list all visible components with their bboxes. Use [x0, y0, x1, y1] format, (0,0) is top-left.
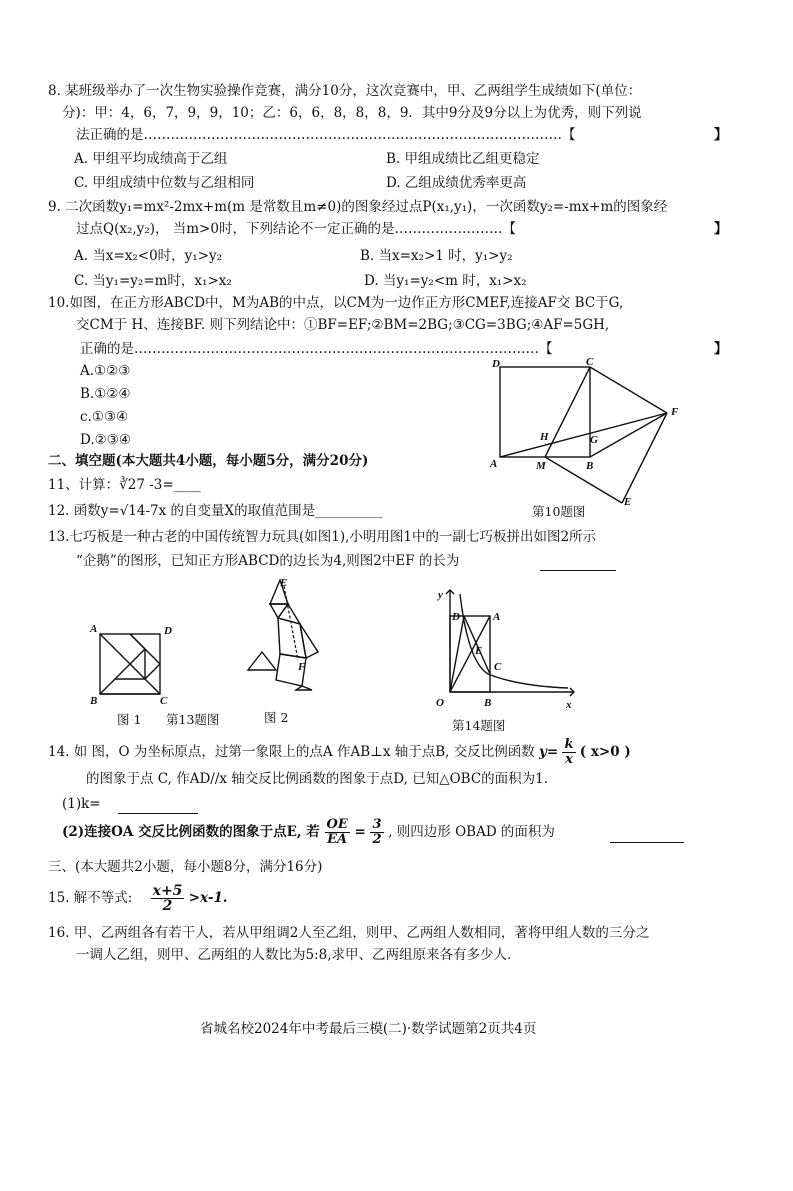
q9-line1: 9. 二次函数y₁=mx²-2mx+m(m 是常数且m≠0)的图象经过点P(x₁,y₁)，一次函数y₂=-mx+m的图象经	[48, 199, 668, 215]
q10-label-e: E	[624, 496, 632, 505]
q14-label-e: E	[475, 645, 483, 657]
q14-line1	[48, 736, 631, 768]
q8-line2: 分)：甲：4，6，7，9，9，10；乙：6，6，8，8，8，9．其中9分及9分以上为优秀，则下列说	[62, 105, 642, 121]
section3-heading: 三、(本大题共2小题，每小题8分，满分16分)	[48, 859, 323, 875]
q10-label-m: M	[536, 460, 546, 472]
q10-label-a: A	[490, 458, 498, 470]
q14-ratio-fraction	[325, 818, 350, 847]
q10-label-d: D	[492, 358, 500, 370]
q14-axis-y: y	[438, 589, 443, 601]
q13-caption: 第13题图	[166, 712, 220, 727]
q13-caption-figure1: 图 1	[117, 712, 142, 727]
q10-option-a: A.①②③	[80, 363, 131, 379]
q9-option-a: A. 当x=x₂<0时，y₁>y₂	[74, 248, 223, 264]
q14-line1-text: 14. 如 图，O 为坐标原点，过第一象限上的点A 作AB⊥x 轴于点B, 交反比例函数	[48, 744, 535, 760]
q14-area-answer-blank[interactable]	[610, 824, 684, 843]
q8-line3: 法正确的是…………………………………………………………………………………【	[76, 127, 576, 143]
q10-option-c: c.①③④	[80, 409, 129, 425]
q15-numerator: x+5	[152, 883, 183, 899]
q14-part1: (1)k=	[62, 796, 101, 812]
q14-ratio-equals: =	[354, 824, 366, 840]
q14-figure	[428, 582, 578, 712]
q15-denominator: 2	[162, 898, 173, 914]
q10-option-d: D.②③④	[80, 432, 131, 448]
q14-k-answer-blank[interactable]	[118, 795, 198, 814]
q14-part2	[62, 816, 555, 848]
q10-label-g: G	[590, 434, 598, 446]
q14-func-x: x	[565, 752, 573, 767]
q14-part2-tail: , 则四边形 OBAD 的面积为	[388, 824, 555, 840]
q14-func-fraction	[562, 738, 575, 767]
q9-line2: 过点Q(x₂,y₂)， 当m>0时，下列结论不一定正确的是……………………【	[76, 221, 516, 237]
q9-option-b: B. 当x=x₂>1 时，y₁>y₂	[360, 248, 513, 264]
q13-line2: “企鹅”的图形，已知正方形ABCD的边长为4,则图2中EF 的长为	[76, 553, 460, 569]
q14-label-a: A	[493, 611, 501, 623]
q13-label-f: F	[298, 661, 306, 673]
q13-label-d: D	[164, 625, 172, 637]
q14-label-b: B	[484, 697, 492, 709]
q10-line2: 交CM于 H、连接BF. 则下列结论中：①BF=EF;②BM=2BG;③CG=3BG;④AF=5GH,	[76, 317, 610, 333]
q14-ratio-2: 2	[372, 832, 382, 847]
q15-fraction	[151, 884, 185, 913]
q13-line1: 13.七巧板是一种古老的中国传统智力玩具(如图1),小明用图1中的一副七巧板拼出如图2所示	[48, 529, 597, 545]
q13-label-e: E	[280, 577, 288, 589]
q13-figure2-penguin	[240, 574, 330, 694]
page-footer: 省城名校2024年中考最后三模(二)·数学试题第2页共4页	[200, 1021, 537, 1037]
q16-line1: 16. 甲、乙两组各有若干人，若从甲组调2人至乙组，则甲、乙两组人数相同，著将甲组人数的三分之	[48, 925, 650, 941]
q9-option-d: D. 当y₁=y₂<m 时，x₁>x₂	[364, 273, 527, 289]
q15-rest: >x-1.	[188, 890, 228, 906]
q14-label-c: C	[494, 661, 502, 673]
q8-option-a: A. 甲组平均成绩高于乙组	[74, 151, 228, 167]
q9-option-c: C. 当y₁=y₂=m时，x₁>x₂	[74, 273, 232, 289]
q10-figure	[486, 355, 686, 505]
q10-label-b: B	[586, 460, 594, 472]
section2-heading: 二、填空题(本大题共4小题，每小题5分，满分20分)	[48, 453, 369, 469]
q14-ratio-value	[370, 818, 383, 847]
q10-label-h: H	[540, 431, 549, 443]
q14-label-o: O	[436, 697, 444, 709]
q13-label-c: C	[160, 695, 168, 707]
q16-line2: 一调人乙组，则甲、乙两组的人数比为5:8,求甲、乙两组原来各有多少人.	[76, 947, 512, 963]
q15	[48, 880, 228, 916]
q10-line3: 正确的是………………………………………………………………………………【	[80, 341, 553, 357]
q14-ratio-3: 3	[372, 817, 382, 832]
q10-caption: 第10题图	[532, 504, 586, 519]
q13-label-a: A	[90, 623, 98, 635]
q14-func-y: y=	[539, 744, 559, 760]
q14-line2: 的图象于点 C, 作AD//x 轴交反比例函数的图象于点D, 已知△OBC的面积为1.	[86, 771, 549, 787]
q14-ratio-oe: OE	[326, 817, 348, 832]
q8-line1: 8. 某班级举办了一次生物实验操作竞赛，满分10分，这次竞赛中，甲、乙两组学生成绩如下(单位：	[48, 83, 642, 99]
q8-option-c: C. 甲组成绩中位数与乙组相同	[74, 175, 255, 191]
q13-caption-figure2: 图 2	[264, 710, 289, 725]
q10-bracket-close: 】	[714, 341, 728, 357]
q13-answer-blank[interactable]	[540, 552, 616, 571]
q9-bracket-close: 】	[714, 221, 728, 237]
q14-caption: 第14题图	[452, 718, 506, 733]
q12: 12. 函数y=√14-7x 的自变量X的取值范围是__________	[48, 503, 383, 519]
q8-bracket-close: 】	[714, 127, 728, 143]
q14-part2-text: (2)连接OA 交反比例函数的图象于点E, 若	[62, 824, 320, 840]
q10-option-b: B.①②④	[80, 386, 131, 402]
q13-label-b: B	[90, 695, 98, 707]
q14-ratio-ea: EA	[327, 832, 348, 847]
q14-axis-x: x	[566, 699, 572, 711]
q10-label-c: C	[586, 356, 594, 368]
q10-line1: 10.如图，在正方形ABCD中，M为AB的中点，以CM为一边作正方形CMEF,连接AF交 BC于G,	[48, 295, 624, 311]
q10-label-f: F	[671, 406, 679, 418]
q13-figure1-tangram	[88, 622, 180, 708]
q14-label-d: D	[452, 611, 460, 623]
q8-option-d: D. 乙组成绩优秀率更高	[386, 175, 527, 191]
q11: 11、计算：∛27 -3=____	[48, 477, 201, 493]
q14-func-condition: ( x>0 )	[579, 744, 631, 760]
q15-label: 15. 解不等式:	[48, 890, 133, 906]
q14-func-k: k	[564, 737, 574, 752]
q8-option-b: B. 甲组成绩比乙组更稳定	[386, 151, 540, 167]
